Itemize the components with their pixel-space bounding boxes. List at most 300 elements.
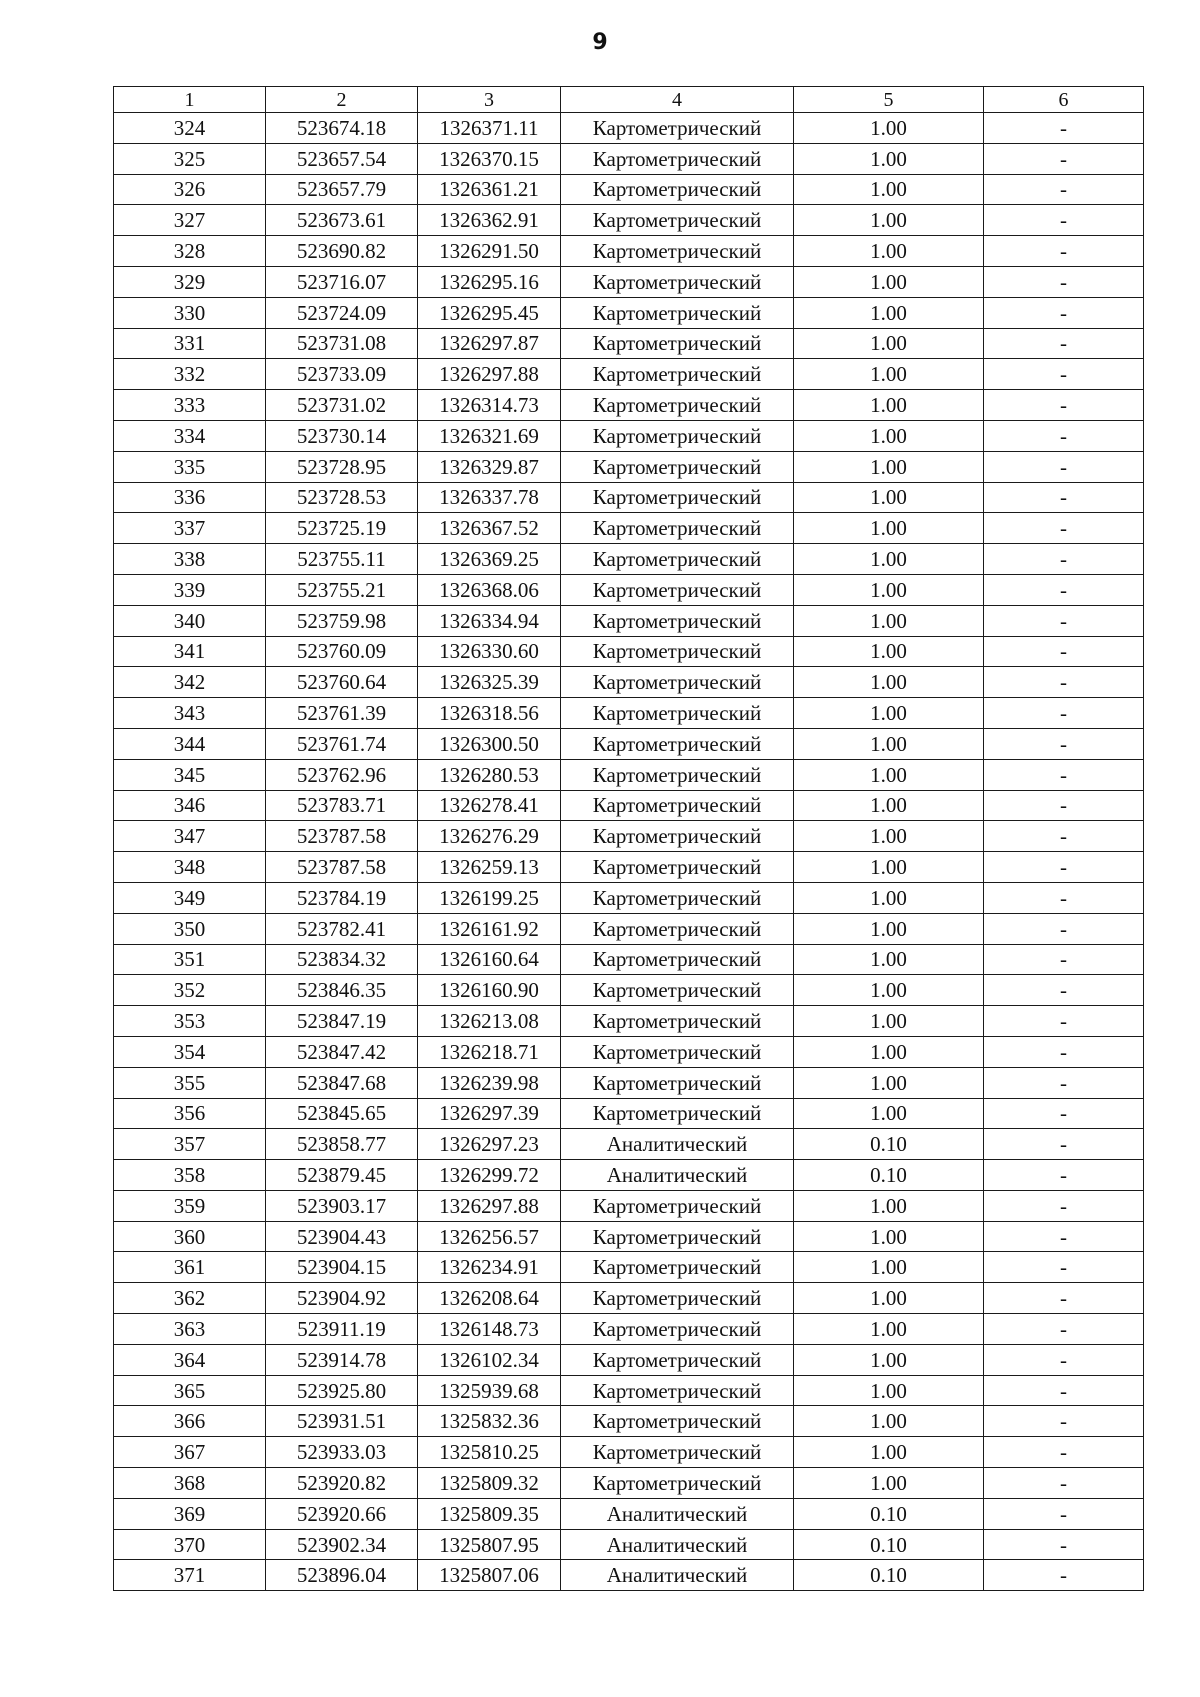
table-row bbox=[114, 266, 1144, 297]
point-number-cell: 351 bbox=[114, 944, 266, 975]
accuracy-cell: 1.00 bbox=[794, 1067, 984, 1098]
y-coordinate-cell: 1326362.91 bbox=[418, 205, 561, 236]
note-cell: - bbox=[984, 1098, 1144, 1129]
y-coordinate-cell: 1326297.39 bbox=[418, 1098, 561, 1129]
method-cell: Картометрический bbox=[561, 574, 794, 605]
method-cell: Картометрический bbox=[561, 1437, 794, 1468]
x-coordinate-cell: 523879.45 bbox=[266, 1160, 418, 1191]
accuracy-cell: 1.00 bbox=[794, 1344, 984, 1375]
table-row bbox=[114, 451, 1144, 482]
table-row bbox=[114, 1221, 1144, 1252]
method-cell: Картометрический bbox=[561, 944, 794, 975]
x-coordinate-cell: 523762.96 bbox=[266, 759, 418, 790]
point-number-cell: 324 bbox=[114, 113, 266, 144]
y-coordinate-cell: 1326368.06 bbox=[418, 574, 561, 605]
accuracy-cell: 1.00 bbox=[794, 1375, 984, 1406]
column-header: 3 bbox=[418, 87, 561, 113]
accuracy-cell: 1.00 bbox=[794, 1252, 984, 1283]
point-number-cell: 353 bbox=[114, 1006, 266, 1037]
table-row bbox=[114, 1160, 1144, 1191]
table-row bbox=[114, 544, 1144, 575]
note-cell: - bbox=[984, 975, 1144, 1006]
y-coordinate-cell: 1326291.50 bbox=[418, 236, 561, 267]
note-cell: - bbox=[984, 1529, 1144, 1560]
x-coordinate-cell: 523728.95 bbox=[266, 451, 418, 482]
method-cell: Картометрический bbox=[561, 790, 794, 821]
y-coordinate-cell: 1326300.50 bbox=[418, 728, 561, 759]
method-cell: Картометрический bbox=[561, 359, 794, 390]
x-coordinate-cell: 523725.19 bbox=[266, 513, 418, 544]
note-cell: - bbox=[984, 266, 1144, 297]
x-coordinate-cell: 523920.82 bbox=[266, 1468, 418, 1499]
point-number-cell: 350 bbox=[114, 913, 266, 944]
point-number-cell: 326 bbox=[114, 174, 266, 205]
point-number-cell: 348 bbox=[114, 852, 266, 883]
method-cell: Картометрический bbox=[561, 1067, 794, 1098]
note-cell: - bbox=[984, 913, 1144, 944]
note-cell: - bbox=[984, 1006, 1144, 1037]
note-cell: - bbox=[984, 1406, 1144, 1437]
point-number-cell: 336 bbox=[114, 482, 266, 513]
point-number-cell: 327 bbox=[114, 205, 266, 236]
point-number-cell: 334 bbox=[114, 420, 266, 451]
accuracy-cell: 1.00 bbox=[794, 297, 984, 328]
y-coordinate-cell: 1326318.56 bbox=[418, 698, 561, 729]
note-cell: - bbox=[984, 1498, 1144, 1529]
method-cell: Картометрический bbox=[561, 852, 794, 883]
accuracy-cell: 1.00 bbox=[794, 544, 984, 575]
point-number-cell: 328 bbox=[114, 236, 266, 267]
x-coordinate-cell: 523931.51 bbox=[266, 1406, 418, 1437]
y-coordinate-cell: 1326314.73 bbox=[418, 390, 561, 421]
table-row bbox=[114, 944, 1144, 975]
x-coordinate-cell: 523690.82 bbox=[266, 236, 418, 267]
table-row bbox=[114, 1036, 1144, 1067]
y-coordinate-cell: 1326321.69 bbox=[418, 420, 561, 451]
method-cell: Картометрический bbox=[561, 1252, 794, 1283]
x-coordinate-cell: 523728.53 bbox=[266, 482, 418, 513]
accuracy-cell: 0.10 bbox=[794, 1498, 984, 1529]
x-coordinate-cell: 523896.04 bbox=[266, 1560, 418, 1591]
table-row bbox=[114, 882, 1144, 913]
accuracy-cell: 1.00 bbox=[794, 913, 984, 944]
point-number-cell: 325 bbox=[114, 143, 266, 174]
x-coordinate-cell: 523657.54 bbox=[266, 143, 418, 174]
note-cell: - bbox=[984, 882, 1144, 913]
accuracy-cell: 1.00 bbox=[794, 882, 984, 913]
y-coordinate-cell: 1326361.21 bbox=[418, 174, 561, 205]
y-coordinate-cell: 1326371.11 bbox=[418, 113, 561, 144]
table-row bbox=[114, 1098, 1144, 1129]
accuracy-cell: 1.00 bbox=[794, 667, 984, 698]
point-number-cell: 337 bbox=[114, 513, 266, 544]
point-number-cell: 362 bbox=[114, 1283, 266, 1314]
table-header-row bbox=[114, 87, 1144, 113]
accuracy-cell: 1.00 bbox=[794, 759, 984, 790]
method-cell: Картометрический bbox=[561, 297, 794, 328]
accuracy-cell: 1.00 bbox=[794, 636, 984, 667]
table-row bbox=[114, 1468, 1144, 1499]
accuracy-cell: 1.00 bbox=[794, 698, 984, 729]
method-cell: Картометрический bbox=[561, 482, 794, 513]
note-cell: - bbox=[984, 1344, 1144, 1375]
y-coordinate-cell: 1326297.88 bbox=[418, 359, 561, 390]
note-cell: - bbox=[984, 1375, 1144, 1406]
y-coordinate-cell: 1326160.90 bbox=[418, 975, 561, 1006]
table-row bbox=[114, 1560, 1144, 1591]
x-coordinate-cell: 523782.41 bbox=[266, 913, 418, 944]
y-coordinate-cell: 1326161.92 bbox=[418, 913, 561, 944]
table-row bbox=[114, 852, 1144, 883]
y-coordinate-cell: 1325939.68 bbox=[418, 1375, 561, 1406]
x-coordinate-cell: 523731.02 bbox=[266, 390, 418, 421]
note-cell: - bbox=[984, 1560, 1144, 1591]
table-row bbox=[114, 1283, 1144, 1314]
x-coordinate-cell: 523846.35 bbox=[266, 975, 418, 1006]
note-cell: - bbox=[984, 605, 1144, 636]
x-coordinate-cell: 523847.19 bbox=[266, 1006, 418, 1037]
point-number-cell: 354 bbox=[114, 1036, 266, 1067]
y-coordinate-cell: 1326367.52 bbox=[418, 513, 561, 544]
note-cell: - bbox=[984, 790, 1144, 821]
method-cell: Картометрический bbox=[561, 1190, 794, 1221]
note-cell: - bbox=[984, 328, 1144, 359]
y-coordinate-cell: 1325807.06 bbox=[418, 1560, 561, 1591]
y-coordinate-cell: 1326297.87 bbox=[418, 328, 561, 359]
accuracy-cell: 1.00 bbox=[794, 1036, 984, 1067]
method-cell: Картометрический bbox=[561, 451, 794, 482]
accuracy-cell: 1.00 bbox=[794, 1314, 984, 1345]
point-number-cell: 358 bbox=[114, 1160, 266, 1191]
accuracy-cell: 1.00 bbox=[794, 482, 984, 513]
note-cell: - bbox=[984, 205, 1144, 236]
method-cell: Картометрический bbox=[561, 975, 794, 1006]
x-coordinate-cell: 523674.18 bbox=[266, 113, 418, 144]
table-row bbox=[114, 420, 1144, 451]
point-number-cell: 331 bbox=[114, 328, 266, 359]
accuracy-cell: 1.00 bbox=[794, 113, 984, 144]
table-row bbox=[114, 913, 1144, 944]
method-cell: Картометрический bbox=[561, 1468, 794, 1499]
table-body bbox=[114, 87, 1144, 1591]
y-coordinate-cell: 1326199.25 bbox=[418, 882, 561, 913]
accuracy-cell: 1.00 bbox=[794, 1283, 984, 1314]
x-coordinate-cell: 523759.98 bbox=[266, 605, 418, 636]
note-cell: - bbox=[984, 1036, 1144, 1067]
note-cell: - bbox=[984, 1160, 1144, 1191]
method-cell: Аналитический bbox=[561, 1529, 794, 1560]
column-header: 2 bbox=[266, 87, 418, 113]
accuracy-cell: 1.00 bbox=[794, 266, 984, 297]
point-number-cell: 368 bbox=[114, 1468, 266, 1499]
x-coordinate-cell: 523925.80 bbox=[266, 1375, 418, 1406]
point-number-cell: 341 bbox=[114, 636, 266, 667]
note-cell: - bbox=[984, 728, 1144, 759]
table-row bbox=[114, 205, 1144, 236]
table-row bbox=[114, 1006, 1144, 1037]
page-number: 9 bbox=[592, 30, 608, 55]
accuracy-cell: 1.00 bbox=[794, 143, 984, 174]
method-cell: Картометрический bbox=[561, 174, 794, 205]
y-coordinate-cell: 1326297.88 bbox=[418, 1190, 561, 1221]
table-row bbox=[114, 328, 1144, 359]
accuracy-cell: 0.10 bbox=[794, 1129, 984, 1160]
point-number-cell: 357 bbox=[114, 1129, 266, 1160]
point-number-cell: 342 bbox=[114, 667, 266, 698]
y-coordinate-cell: 1326276.29 bbox=[418, 821, 561, 852]
y-coordinate-cell: 1325810.25 bbox=[418, 1437, 561, 1468]
note-cell: - bbox=[984, 451, 1144, 482]
accuracy-cell: 1.00 bbox=[794, 1221, 984, 1252]
method-cell: Аналитический bbox=[561, 1129, 794, 1160]
point-number-cell: 347 bbox=[114, 821, 266, 852]
point-number-cell: 349 bbox=[114, 882, 266, 913]
point-number-cell: 343 bbox=[114, 698, 266, 729]
x-coordinate-cell: 523724.09 bbox=[266, 297, 418, 328]
table-row bbox=[114, 236, 1144, 267]
y-coordinate-cell: 1326234.91 bbox=[418, 1252, 561, 1283]
method-cell: Аналитический bbox=[561, 1560, 794, 1591]
method-cell: Картометрический bbox=[561, 1098, 794, 1129]
table-row bbox=[114, 605, 1144, 636]
y-coordinate-cell: 1326278.41 bbox=[418, 790, 561, 821]
note-cell: - bbox=[984, 359, 1144, 390]
method-cell: Картометрический bbox=[561, 1406, 794, 1437]
x-coordinate-cell: 523760.09 bbox=[266, 636, 418, 667]
accuracy-cell: 1.00 bbox=[794, 790, 984, 821]
point-number-cell: 352 bbox=[114, 975, 266, 1006]
accuracy-cell: 1.00 bbox=[794, 944, 984, 975]
note-cell: - bbox=[984, 1190, 1144, 1221]
table-row bbox=[114, 143, 1144, 174]
accuracy-cell: 1.00 bbox=[794, 513, 984, 544]
point-number-cell: 370 bbox=[114, 1529, 266, 1560]
method-cell: Картометрический bbox=[561, 113, 794, 144]
column-header: 5 bbox=[794, 87, 984, 113]
x-coordinate-cell: 523787.58 bbox=[266, 852, 418, 883]
method-cell: Картометрический bbox=[561, 636, 794, 667]
y-coordinate-cell: 1326213.08 bbox=[418, 1006, 561, 1037]
method-cell: Картометрический bbox=[561, 913, 794, 944]
point-number-cell: 330 bbox=[114, 297, 266, 328]
point-number-cell: 363 bbox=[114, 1314, 266, 1345]
y-coordinate-cell: 1325832.36 bbox=[418, 1406, 561, 1437]
point-number-cell: 329 bbox=[114, 266, 266, 297]
point-number-cell: 335 bbox=[114, 451, 266, 482]
note-cell: - bbox=[984, 390, 1144, 421]
x-coordinate-cell: 523902.34 bbox=[266, 1529, 418, 1560]
note-cell: - bbox=[984, 821, 1144, 852]
note-cell: - bbox=[984, 544, 1144, 575]
x-coordinate-cell: 523904.43 bbox=[266, 1221, 418, 1252]
y-coordinate-cell: 1325807.95 bbox=[418, 1529, 561, 1560]
note-cell: - bbox=[984, 143, 1144, 174]
y-coordinate-cell: 1326325.39 bbox=[418, 667, 561, 698]
y-coordinate-cell: 1326297.23 bbox=[418, 1129, 561, 1160]
x-coordinate-cell: 523904.15 bbox=[266, 1252, 418, 1283]
note-cell: - bbox=[984, 852, 1144, 883]
table-row bbox=[114, 1314, 1144, 1345]
accuracy-cell: 1.00 bbox=[794, 1406, 984, 1437]
method-cell: Картометрический bbox=[561, 1375, 794, 1406]
point-number-cell: 332 bbox=[114, 359, 266, 390]
y-coordinate-cell: 1326259.13 bbox=[418, 852, 561, 883]
method-cell: Картометрический bbox=[561, 698, 794, 729]
table-row bbox=[114, 1252, 1144, 1283]
method-cell: Картометрический bbox=[561, 544, 794, 575]
note-cell: - bbox=[984, 482, 1144, 513]
method-cell: Картометрический bbox=[561, 1283, 794, 1314]
method-cell: Картометрический bbox=[561, 236, 794, 267]
point-number-cell: 360 bbox=[114, 1221, 266, 1252]
method-cell: Картометрический bbox=[561, 1314, 794, 1345]
x-coordinate-cell: 523761.39 bbox=[266, 698, 418, 729]
note-cell: - bbox=[984, 236, 1144, 267]
x-coordinate-cell: 523904.92 bbox=[266, 1283, 418, 1314]
accuracy-cell: 1.00 bbox=[794, 1437, 984, 1468]
accuracy-cell: 1.00 bbox=[794, 174, 984, 205]
note-cell: - bbox=[984, 1221, 1144, 1252]
point-number-cell: 359 bbox=[114, 1190, 266, 1221]
note-cell: - bbox=[984, 1067, 1144, 1098]
table-row bbox=[114, 698, 1144, 729]
x-coordinate-cell: 523755.21 bbox=[266, 574, 418, 605]
point-number-cell: 364 bbox=[114, 1344, 266, 1375]
method-cell: Картометрический bbox=[561, 1221, 794, 1252]
x-coordinate-cell: 523730.14 bbox=[266, 420, 418, 451]
accuracy-cell: 1.00 bbox=[794, 728, 984, 759]
table-row bbox=[114, 821, 1144, 852]
method-cell: Аналитический bbox=[561, 1498, 794, 1529]
table-row bbox=[114, 174, 1144, 205]
table-row bbox=[114, 1067, 1144, 1098]
y-coordinate-cell: 1326148.73 bbox=[418, 1314, 561, 1345]
table-row bbox=[114, 1129, 1144, 1160]
accuracy-cell: 1.00 bbox=[794, 1098, 984, 1129]
x-coordinate-cell: 523761.74 bbox=[266, 728, 418, 759]
table-row bbox=[114, 790, 1144, 821]
accuracy-cell: 0.10 bbox=[794, 1160, 984, 1191]
method-cell: Картометрический bbox=[561, 390, 794, 421]
note-cell: - bbox=[984, 420, 1144, 451]
point-number-cell: 361 bbox=[114, 1252, 266, 1283]
table-row bbox=[114, 1375, 1144, 1406]
x-coordinate-cell: 523911.19 bbox=[266, 1314, 418, 1345]
note-cell: - bbox=[984, 297, 1144, 328]
note-cell: - bbox=[984, 513, 1144, 544]
accuracy-cell: 1.00 bbox=[794, 821, 984, 852]
method-cell: Картометрический bbox=[561, 605, 794, 636]
y-coordinate-cell: 1326160.64 bbox=[418, 944, 561, 975]
x-coordinate-cell: 523657.79 bbox=[266, 174, 418, 205]
method-cell: Картометрический bbox=[561, 728, 794, 759]
table-row bbox=[114, 482, 1144, 513]
note-cell: - bbox=[984, 944, 1144, 975]
y-coordinate-cell: 1326369.25 bbox=[418, 544, 561, 575]
accuracy-cell: 1.00 bbox=[794, 1190, 984, 1221]
method-cell: Картометрический bbox=[561, 1036, 794, 1067]
note-cell: - bbox=[984, 759, 1144, 790]
point-number-cell: 338 bbox=[114, 544, 266, 575]
accuracy-cell: 0.10 bbox=[794, 1529, 984, 1560]
accuracy-cell: 1.00 bbox=[794, 390, 984, 421]
column-header: 6 bbox=[984, 87, 1144, 113]
x-coordinate-cell: 523834.32 bbox=[266, 944, 418, 975]
note-cell: - bbox=[984, 1283, 1144, 1314]
x-coordinate-cell: 523847.42 bbox=[266, 1036, 418, 1067]
y-coordinate-cell: 1325809.32 bbox=[418, 1468, 561, 1499]
point-number-cell: 339 bbox=[114, 574, 266, 605]
table-row bbox=[114, 759, 1144, 790]
accuracy-cell: 1.00 bbox=[794, 420, 984, 451]
table-row bbox=[114, 113, 1144, 144]
table-row bbox=[114, 1190, 1144, 1221]
method-cell: Картометрический bbox=[561, 1344, 794, 1375]
x-coordinate-cell: 523847.68 bbox=[266, 1067, 418, 1098]
x-coordinate-cell: 523845.65 bbox=[266, 1098, 418, 1129]
note-cell: - bbox=[984, 698, 1144, 729]
y-coordinate-cell: 1326337.78 bbox=[418, 482, 561, 513]
method-cell: Аналитический bbox=[561, 1160, 794, 1191]
table-row bbox=[114, 1344, 1144, 1375]
note-cell: - bbox=[984, 1314, 1144, 1345]
note-cell: - bbox=[984, 1129, 1144, 1160]
point-number-cell: 333 bbox=[114, 390, 266, 421]
note-cell: - bbox=[984, 1252, 1144, 1283]
method-cell: Картометрический bbox=[561, 759, 794, 790]
y-coordinate-cell: 1326295.45 bbox=[418, 297, 561, 328]
y-coordinate-cell: 1326218.71 bbox=[418, 1036, 561, 1067]
x-coordinate-cell: 523783.71 bbox=[266, 790, 418, 821]
accuracy-cell: 1.00 bbox=[794, 1468, 984, 1499]
x-coordinate-cell: 523914.78 bbox=[266, 1344, 418, 1375]
table-row bbox=[114, 636, 1144, 667]
method-cell: Картометрический bbox=[561, 513, 794, 544]
note-cell: - bbox=[984, 1468, 1144, 1499]
accuracy-cell: 1.00 bbox=[794, 328, 984, 359]
y-coordinate-cell: 1326329.87 bbox=[418, 451, 561, 482]
y-coordinate-cell: 1326299.72 bbox=[418, 1160, 561, 1191]
note-cell: - bbox=[984, 574, 1144, 605]
point-number-cell: 366 bbox=[114, 1406, 266, 1437]
note-cell: - bbox=[984, 1437, 1144, 1468]
y-coordinate-cell: 1326295.16 bbox=[418, 266, 561, 297]
point-number-cell: 346 bbox=[114, 790, 266, 821]
method-cell: Картометрический bbox=[561, 205, 794, 236]
method-cell: Картометрический bbox=[561, 667, 794, 698]
table-row bbox=[114, 667, 1144, 698]
table-row bbox=[114, 297, 1144, 328]
table-row bbox=[114, 1498, 1144, 1529]
method-cell: Картометрический bbox=[561, 882, 794, 913]
y-coordinate-cell: 1326208.64 bbox=[418, 1283, 561, 1314]
method-cell: Картометрический bbox=[561, 328, 794, 359]
x-coordinate-cell: 523716.07 bbox=[266, 266, 418, 297]
x-coordinate-cell: 523858.77 bbox=[266, 1129, 418, 1160]
table-row bbox=[114, 1437, 1144, 1468]
accuracy-cell: 1.00 bbox=[794, 1006, 984, 1037]
table-row bbox=[114, 975, 1144, 1006]
point-number-cell: 355 bbox=[114, 1067, 266, 1098]
x-coordinate-cell: 523673.61 bbox=[266, 205, 418, 236]
column-header: 4 bbox=[561, 87, 794, 113]
accuracy-cell: 1.00 bbox=[794, 205, 984, 236]
x-coordinate-cell: 523760.64 bbox=[266, 667, 418, 698]
note-cell: - bbox=[984, 174, 1144, 205]
y-coordinate-cell: 1326102.34 bbox=[418, 1344, 561, 1375]
y-coordinate-cell: 1325809.35 bbox=[418, 1498, 561, 1529]
y-coordinate-cell: 1326280.53 bbox=[418, 759, 561, 790]
